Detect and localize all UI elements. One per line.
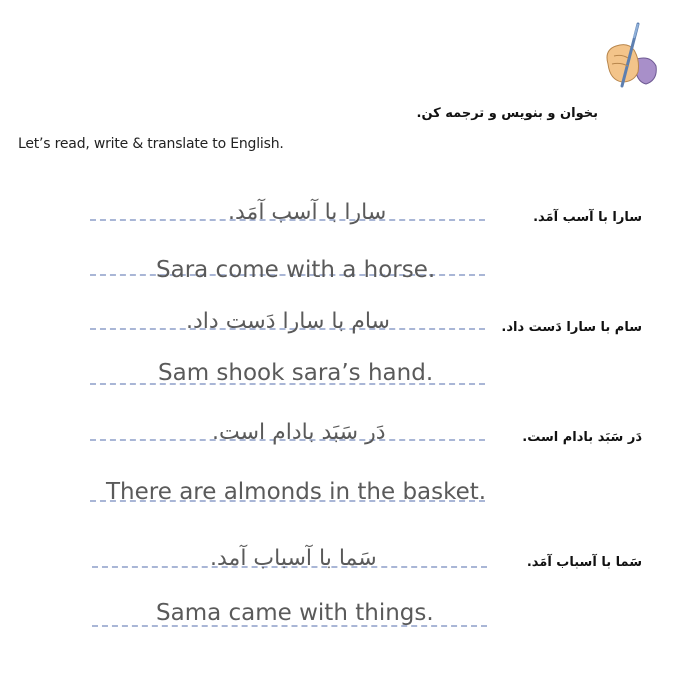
hand-writing-pen-icon <box>600 20 658 90</box>
answer-persian-2: سام با سارا دَست داد. <box>186 309 390 334</box>
answer-english-3: There are almonds in the basket. <box>106 479 487 505</box>
answer-english-2: Sam shook sara’s hand. <box>158 360 434 386</box>
instruction-persian: بخوان و بنویس و ترجمه کن. <box>416 106 598 121</box>
prompt-sentence-3: دَر سَبَد بادام است. <box>522 430 642 445</box>
prompt-sentence-4: سَما با آسباب آمَد. <box>526 555 642 570</box>
answer-persian-3: دَر سَبَد بادام است. <box>212 420 386 445</box>
answer-english-1: Sara come with a horse. <box>156 257 436 283</box>
answer-persian-1: سارا با آسب آمَد. <box>228 200 387 225</box>
answer-english-4: Sama came with things. <box>156 600 434 626</box>
instruction-english: Let’s read, write & translate to English. <box>18 136 284 152</box>
answer-persian-4: سَما با آسباب آمد. <box>210 546 377 571</box>
prompt-sentence-2: سام با سارا دَست داد. <box>501 320 642 335</box>
prompt-sentence-1: سارا با آسب آمَد. <box>533 210 642 225</box>
